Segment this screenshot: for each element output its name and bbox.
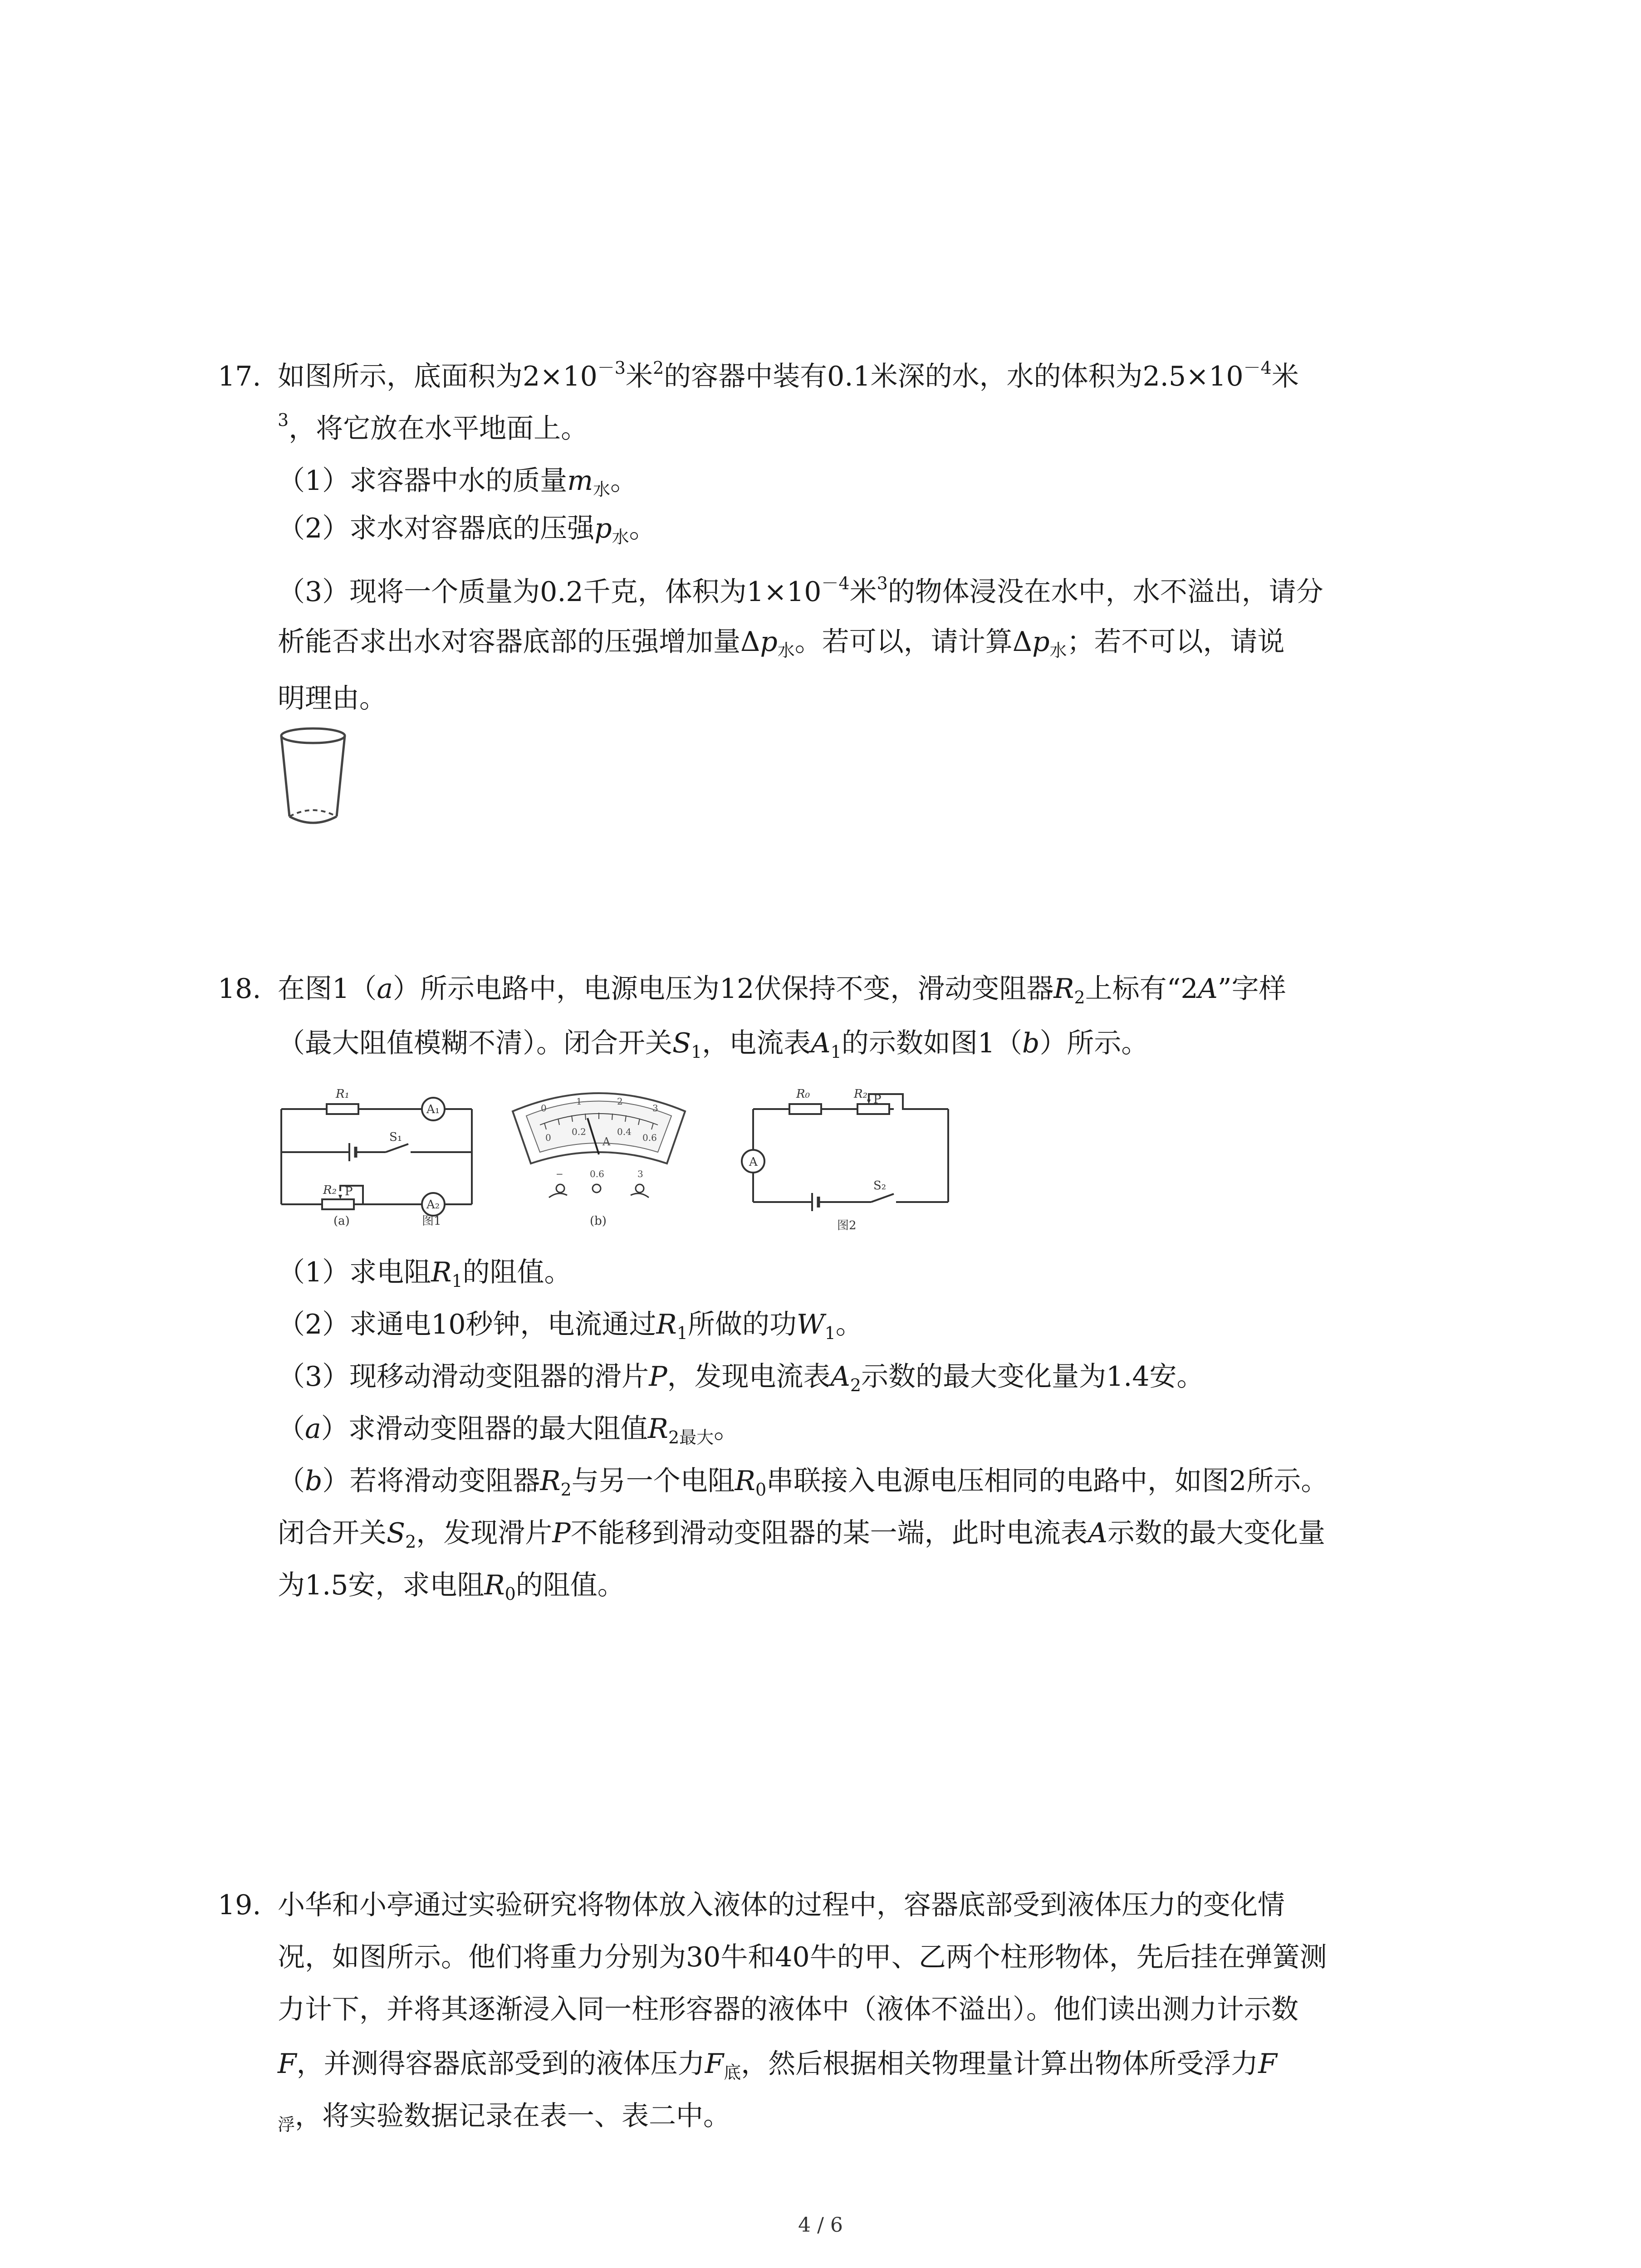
fig2-label-caption: 图2 bbox=[837, 1219, 857, 1232]
question-number-19: 19. bbox=[218, 1889, 261, 1921]
meter-sub-0: 0 bbox=[545, 1132, 551, 1143]
meter-unit-label: A bbox=[603, 1135, 611, 1148]
q19-line2: 况，如图所示。他们将重力分别为30牛和40牛的甲、乙两个柱形物体，先后挂在弹簧测 bbox=[278, 1941, 1327, 1973]
meter-scale-0: 0 bbox=[541, 1103, 547, 1114]
fig-label-p: P bbox=[345, 1185, 353, 1198]
q17-part3-line1: （3）现将一个质量为0.2千克，体积为$1\times 10^{-4}$米$^3$的物体浸没在水中，水不溢出，请分 bbox=[278, 573, 1323, 608]
q17-part1: （1）求容器中水的质量$m_水$。 bbox=[278, 465, 638, 499]
q17-stem-line1: 如图所示，底面积为$2\times 10^{-3}$米$^2$的容器中装有0.1米深的水，水的体积为$2.5\times 10^{-4}$米 bbox=[278, 358, 1299, 392]
question-number-17: 17. bbox=[218, 361, 261, 392]
q19-line5: $_浮$，将实验数据记录在表一、表二中。 bbox=[278, 2100, 731, 2135]
fig2-label-r0: R₀ bbox=[796, 1087, 810, 1101]
fig-label-s1: S₁ bbox=[389, 1130, 402, 1144]
fig-label-r1: R₁ bbox=[336, 1087, 349, 1101]
q18-part3-b-line2: 闭合开关$S_2$，发现滑片P不能移到滑动变阻器的某一端，此时电流表A示数的最大变化量 bbox=[278, 1517, 1326, 1552]
meter-sub-2: 0.4 bbox=[617, 1126, 632, 1137]
question-number-18: 18. bbox=[218, 973, 261, 1005]
fig-label-fig1: 图1 bbox=[422, 1214, 441, 1228]
q19-line1: 小华和小亭通过实验研究将物体放入液体的过程中，容器底部受到液体压力的变化情 bbox=[278, 1889, 1285, 1921]
q18-stem-line2: （最大阻值模糊不清）。闭合开关$S_1$，电流表$A_1$的示数如图1（b）所示。 bbox=[278, 1027, 1149, 1062]
figure1-b-ammeter bbox=[508, 1080, 690, 1234]
fig-label-a2: A₂ bbox=[426, 1198, 440, 1212]
fig2-label-s2: S₂ bbox=[873, 1179, 887, 1193]
fig2-label-p: P bbox=[873, 1093, 882, 1106]
q17-part2: （2）求水对容器底的压强$p_水$。 bbox=[278, 513, 656, 547]
q18-part3-b-line1: （b）若将滑动变阻器$R_2$与另一个电阻$R_0$串联接入电源电压相同的电路中，如图2所示。 bbox=[278, 1465, 1328, 1500]
q18-part3: （3）现移动滑动变阻器的滑片P，发现电流表$A_2$示数的最大变化量为1.4安。 bbox=[278, 1361, 1204, 1395]
terminal-3: 3 bbox=[637, 1168, 643, 1179]
page-number: 4 / 6 bbox=[798, 2214, 843, 2237]
fig2-label-r2: R₂ bbox=[854, 1087, 867, 1101]
q18-stem-line1: 在图1（a）所示电路中，电源电压为12伏保持不变，滑动变阻器$R_2$上标有“2A”字样 bbox=[278, 973, 1286, 1007]
fig-label-a1: A₁ bbox=[426, 1103, 440, 1116]
fig-label-b: (b) bbox=[590, 1214, 607, 1228]
fig-label-r2: R₂ bbox=[323, 1183, 337, 1197]
meter-scale-2: 2 bbox=[617, 1096, 623, 1107]
fig2-label-ammeter: A bbox=[749, 1155, 758, 1169]
q18-part3-b-line3: 为1.5安，求电阻$R_0$的阻值。 bbox=[278, 1569, 625, 1604]
meter-sub-3: 0.6 bbox=[642, 1132, 657, 1143]
meter-scale-1: 1 bbox=[576, 1096, 582, 1107]
figure1-a-circuit bbox=[272, 1080, 481, 1229]
q18-part3-a: （a）求滑动变阻器的最大阻值$R_{2最大}$。 bbox=[278, 1413, 741, 1447]
meter-scale-3: 3 bbox=[652, 1103, 658, 1114]
q18-part1: （1）求电阻$R_1$的阻值。 bbox=[278, 1256, 572, 1291]
terminal-minus: − bbox=[556, 1168, 563, 1179]
figure2-circuit bbox=[735, 1080, 962, 1234]
fig-label-a: (a) bbox=[333, 1214, 350, 1228]
beaker-figure bbox=[272, 726, 354, 835]
q19-line4: F，并测得容器底部受到的液体压力$F_底$，然后根据相关物理量计算出物体所受浮力F bbox=[278, 2048, 1277, 2082]
q19-line3: 力计下，并将其逐渐浸入同一柱形容器的液体中（液体不溢出）。他们读出测力计示数 bbox=[278, 1994, 1298, 2025]
terminal-06: 0.6 bbox=[590, 1168, 604, 1179]
q18-part2: （2）求通电10秒钟，电流通过$R_1$所做的功$W_1$。 bbox=[278, 1309, 863, 1343]
q17-stem-line2: $^3$，将它放在水平地面上。 bbox=[278, 410, 588, 445]
q17-part3-line2: 析能否求出水对容器底部的压强增加量$\Delta p_水$。若可以，请计算$\Delta p_水$；若不可以，请说 bbox=[278, 626, 1285, 660]
meter-sub-1: 0.2 bbox=[572, 1126, 586, 1137]
q17-part3-line3: 明理由。 bbox=[278, 683, 387, 714]
